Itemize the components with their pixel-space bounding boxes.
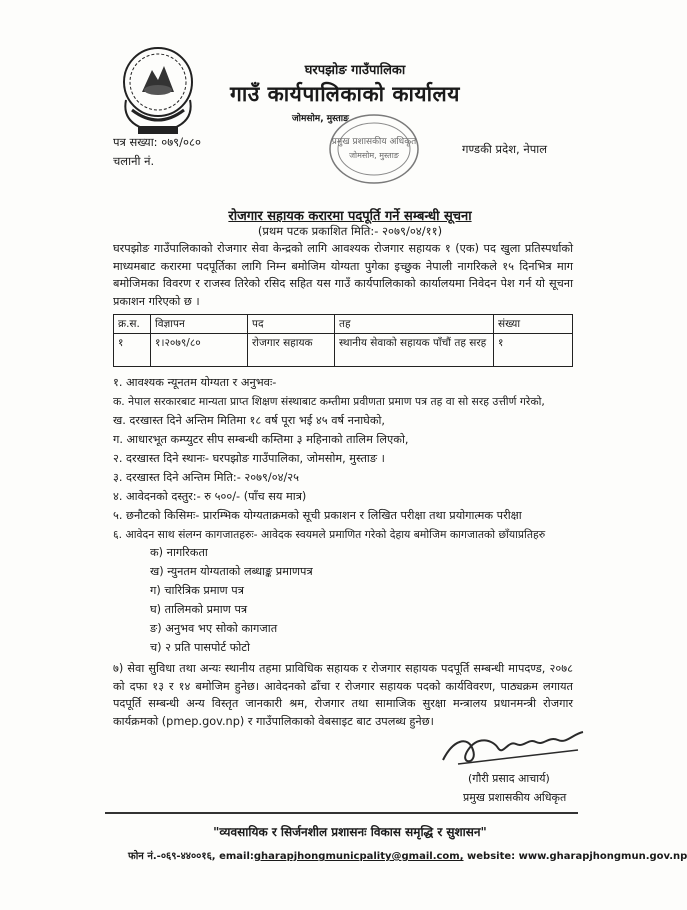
list-item: २. दरखास्त दिने स्थानः- घरपझोङ गाउँपालिका, जोमसोम, मुस्ताङ । [113, 452, 385, 465]
document-item: घ) तालिमको प्रमाण पत्र [150, 603, 248, 616]
table-cell: १ [494, 334, 573, 367]
service-terms: ७) सेवा सुविधा तथा अन्यः स्थानीय तहमा प्राविधिक सहायक र रोजगार सहायक पदपूर्ति सम्बन्धी मापदण्ड, २०७८ को दफा १३ र १४ बमोजिम हुनेछ। आवेदनको ढाँचा र रोजगार सहायक पदको कार्यविवरण, पाठ्यक्रम लगायत पदपूर्ति सम्बन्धी अन्य विस्तृत जानकारी श्रम, रोजगार तथा सामाजिक सुरक्षा मन्त्रालय प्रधानमन्त्री रोजगार कार्यक्रमको (pmep.gov.np) र गाउँपालिकाको वेबसाइट बाट उपलब्ध हुनेछ। [113, 662, 573, 728]
table-header: तह [335, 315, 494, 334]
table-cell: १।२०७९/८० [151, 334, 248, 367]
table-cell: १ [114, 334, 151, 367]
list-item: ६. आवेदन साथ संलग्न कागजातहरुः- आवेदक स्वयमले प्रमाणित गरेको देहाय बमोजिम कागजातको छाँयाप्रतिहरु [113, 528, 546, 541]
requirements-title: १. आवश्यक न्यूनतम योग्यता र अनुभवः- [113, 376, 277, 389]
signatory-name: (गौरी प्रसाद आचार्य) [468, 772, 550, 785]
document-item: ङ) अनुभव भए सोको कागजात [150, 622, 278, 635]
office-name: घरपझोङ गाउँपालिका [304, 63, 406, 78]
table-header: क्र.स. [114, 315, 151, 334]
list-item: ५. छनौटको किसिमः- प्रारम्भिक योग्यताक्रमको सूची प्रकाशन र लिखित परीक्षा तथा प्रयोगात्मक परीक्षा [113, 509, 522, 522]
table-header: विज्ञापन [151, 315, 248, 334]
signatory-designation: प्रमुख प्रशासकीय अधिकृत [463, 791, 567, 804]
table-header: पद [248, 315, 335, 334]
office-location: जोमसोम, मुस्ताङ [292, 114, 349, 124]
table-header-row [114, 315, 573, 334]
vacancy-table [113, 314, 573, 367]
footer-contact [128, 848, 687, 862]
document-item: क) नागरिकता [150, 546, 208, 559]
dispatch-number: चलानी नं. [113, 154, 155, 168]
email-label: email: [219, 851, 254, 862]
list-item: ३. दरखास्त दिने अन्तिम मिति:- २०७९/०४/२५ [113, 471, 300, 484]
nepal-emblem-icon [112, 40, 204, 140]
table-row [114, 334, 573, 367]
document-item: ग) चारित्रिक प्रमाण पत्र [150, 584, 244, 597]
svg-text:प्रमुख प्रशासकीय अधिकृत: प्रमुख प्रशासकीय अधिकृत [331, 137, 417, 147]
office-title: गाउँ कार्यपालिकाको कार्यालय [230, 82, 460, 106]
table-cell: रोजगार सहायक [248, 334, 335, 367]
notice-subtitle: (प्रथम पटक प्रकाशित मिति:- २०७९/०४/११) [257, 224, 443, 238]
province: गण्डकी प्रदेश, नेपाल [462, 142, 548, 156]
website-link[interactable]: www.gharapjhongmun.gov.np [518, 851, 687, 862]
list-item: ग. आधारभूत कम्प्युटर सीप सम्बन्धी कम्तिमा ३ महिनाको तालिम लिएको, [113, 433, 409, 446]
document-item: ख) न्युनतम योग्यताको लब्धाङ्क प्रमाणपत्र [150, 565, 313, 578]
list-item: ख. दरखास्त दिने अन्तिम मितिमा १८ वर्ष पूरा भई ४५ वर्ष ननाघेको, [113, 414, 386, 427]
email-link[interactable]: gharapjhongmunicpality@gmail.com, [253, 851, 464, 862]
footer-divider [105, 812, 578, 814]
signature-icon [438, 720, 588, 770]
website-label: website: [467, 851, 516, 862]
list-item: ४. आवेदनको दस्तुर:- रु ५००/- (पाँच सय मात्र) [113, 490, 307, 503]
table-cell: स्थानीय सेवाको सहायक पाँचौं तह सरह [335, 334, 494, 367]
notice-intro: घरपझोङ गाउँपालिकाको रोजगार सेवा केन्द्रको लागि आवश्यक रोजगार सहायक १ (एक) पद खुला प्रतिस्पर्धाको माध्यमबाट करारमा पदपूर्तिका लागि निम्न बमोजिम योग्यता पुगेका इच्छुक नेपाली नागरिकले १५ दिनभित्र माग बमोजिमका विवरण र राजस्व तिरेको रसिद सहित यस गाउँ कार्यपालिकाको कार्यालयमा निवेदन पेश गर्न यो सूचना प्रकाशन गरिएको छ । [113, 242, 573, 308]
document-item: च) २ प्रति पासपोर्ट फोटो [150, 641, 250, 654]
letter-number: पत्र सख्या: ०७९/०८० [113, 135, 201, 149]
notice-subject: रोजगार सहायक करारमा पदपूर्ति गर्ने सम्बन्धी सूचना [228, 209, 472, 224]
svg-text:जोमसोम, मुस्ताङ: जोमसोम, मुस्ताङ [349, 151, 399, 160]
office-stamp-icon [328, 112, 420, 186]
table-header: संख्या [494, 315, 573, 334]
phone-number: फोन नं.-०६९-४४००१६, [128, 851, 216, 862]
list-item: क. नेपाल सरकारबाट मान्यता प्राप्त शिक्षण संस्थाबाट कम्तीमा प्रवीणता प्रमाण पत्र तह वा सो सरह उत्तीर्ण गरेको, [113, 395, 545, 408]
footer-motto: "व्यवसायिक र सिर्जनशील प्रशासनः विकास समृद्धि र सुशासन" [213, 825, 487, 839]
